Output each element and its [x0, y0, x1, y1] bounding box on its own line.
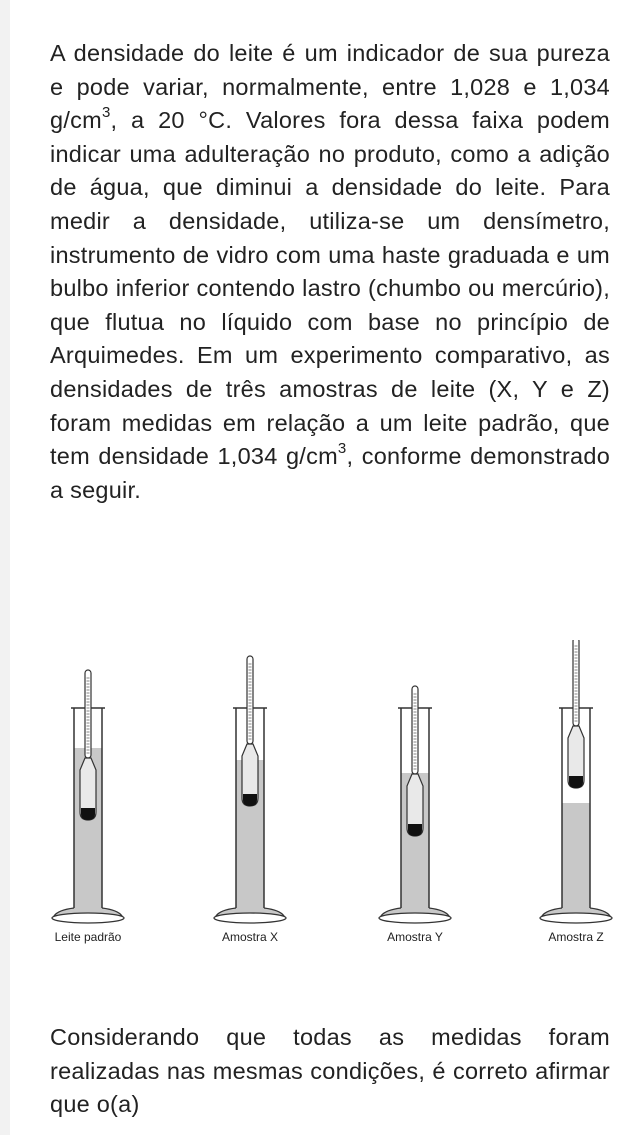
question-intro: [50, 37, 610, 507]
sample-3-base-foot: [379, 913, 451, 923]
hydrometer-illustration: [10, 640, 628, 940]
intro-exponent-1: 3: [101, 104, 111, 122]
sample-2-base-foot: [214, 913, 286, 923]
caption-amostra-z: Amostra Z: [548, 930, 604, 944]
sample-4-liquid: [562, 803, 590, 908]
sample-4-hydrometer-ballast: [569, 776, 583, 788]
sample-4-base-foot: [540, 913, 612, 923]
intro-text-1: A densidade do leite é um indicador de sua pureza e pode variar, normalmente, entre 1,028 e 1,034 g/cm: [50, 40, 610, 134]
sample-3-hydrometer-ballast: [408, 824, 422, 836]
caption-leite-padrao: Leite padrão: [54, 930, 122, 944]
caption-amostra-x: Amostra X: [221, 930, 279, 944]
question-closing: Considerando que todas as medidas foram realizadas nas mesmas condições, é correto afirmar que o(a): [50, 1024, 610, 1118]
sample-1-hydrometer-ballast: [81, 808, 95, 820]
intro-exponent-2: 3: [337, 440, 347, 458]
intro-text-2: , a 20 °C. Valores fora dessa faixa podem indicar uma adulteração no produto, como a adição de água, que diminui a densidade do leite. Para medir a densidade, utiliza-se um densímetro, instrumento de vidro com uma haste graduada e um bulbo inferior contendo lastro (chumbo ou mercúrio), que flutua no líquido com base no princípio de Arquimedes. Em um experimento comparativo, as densidades de três amostras de leite (X, Y e Z) foram medidas em relação a um leite padrão, que tem densidade 1,034 g/cm: [50, 107, 610, 470]
sample-2-hydrometer-ballast: [243, 794, 257, 806]
intro-text-3: , conforme demonstrado a seguir.: [50, 443, 611, 503]
sample-1-base-foot: [52, 913, 124, 923]
hydrometer-figure: [10, 640, 628, 960]
caption-amostra-y: Amostra Y: [387, 930, 443, 944]
sample-4-hydrometer-stem: [573, 640, 579, 726]
